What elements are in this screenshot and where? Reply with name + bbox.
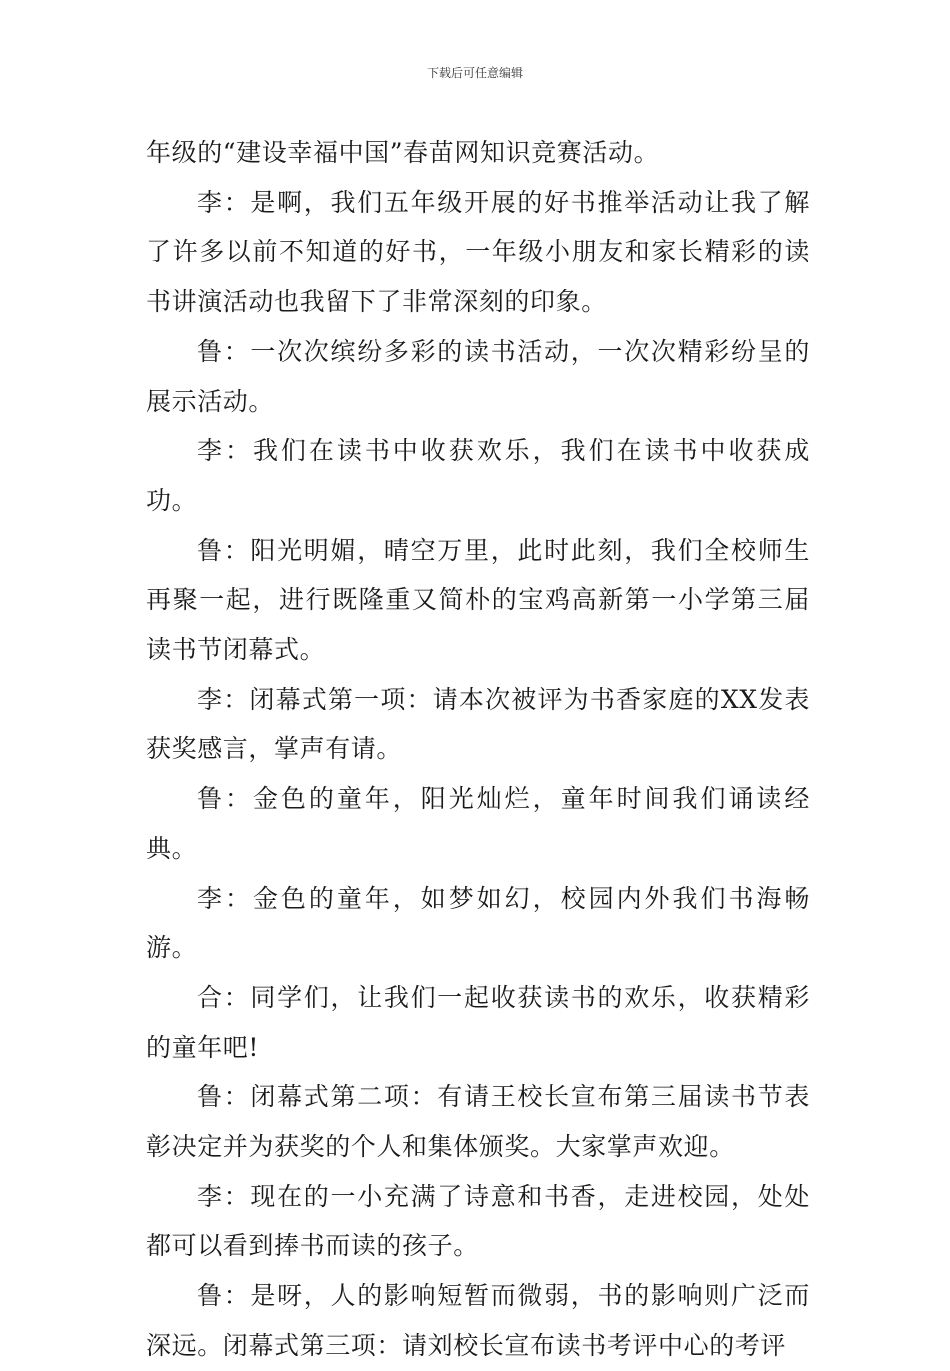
paragraph: 李：闭幕式第一项：请本次被评为书香家庭的XX发表获奖感言，掌声有请。 <box>146 684 810 764</box>
paragraph: 鲁：是呀，人的影响短暂而微弱，书的影响则广泛而深远。闭幕式第三项：请刘校长宣布读书考评中心的考评 <box>146 1281 810 1360</box>
paragraph: 李：我们在读书中收获欢乐，我们在读书中收获成功。 <box>146 436 810 515</box>
paragraph: 鲁：一次次缤纷多彩的读书活动，一次次精彩纷呈的展示活动。 <box>146 336 810 416</box>
paragraph: 鲁：阳光明媚，晴空万里，此时此刻，我们全校师生再聚一起，进行既隆重又简朴的宝鸡高新第一小学第三届读书节闭幕式。 <box>146 535 810 665</box>
paragraph: 李：现在的一小充满了诗意和书香，走进校园，处处都可以看到捧书而读的孩子。 <box>146 1181 810 1261</box>
page-header: 下载后可任意编辑 <box>426 66 523 80</box>
document-body <box>146 128 810 1371</box>
paragraph: 合：同学们，让我们一起收获读书的欢乐，收获精彩的童年吧! <box>146 982 810 1062</box>
paragraph: 李：是啊，我们五年级开展的好书推举活动让我了解了许多以前不知道的好书，一年级小朋友和家长精彩的读书讲演活动也我留下了非常深刻的印象。 <box>146 187 810 317</box>
paragraph: 李：金色的童年，如梦如幻，校园内外我们书海畅游。 <box>146 883 810 963</box>
paragraph: 鲁：闭幕式第二项：有请王校长宣布第三届读书节表彰决定并为获奖的个人和集体颁奖。大家掌声欢迎。 <box>146 1082 810 1162</box>
paragraph: 年级的“建设幸福中国”春苗网知识竞赛活动。 <box>146 138 660 167</box>
paragraph: 鲁：金色的童年，阳光灿烂，童年时间我们诵读经典。 <box>146 784 810 863</box>
